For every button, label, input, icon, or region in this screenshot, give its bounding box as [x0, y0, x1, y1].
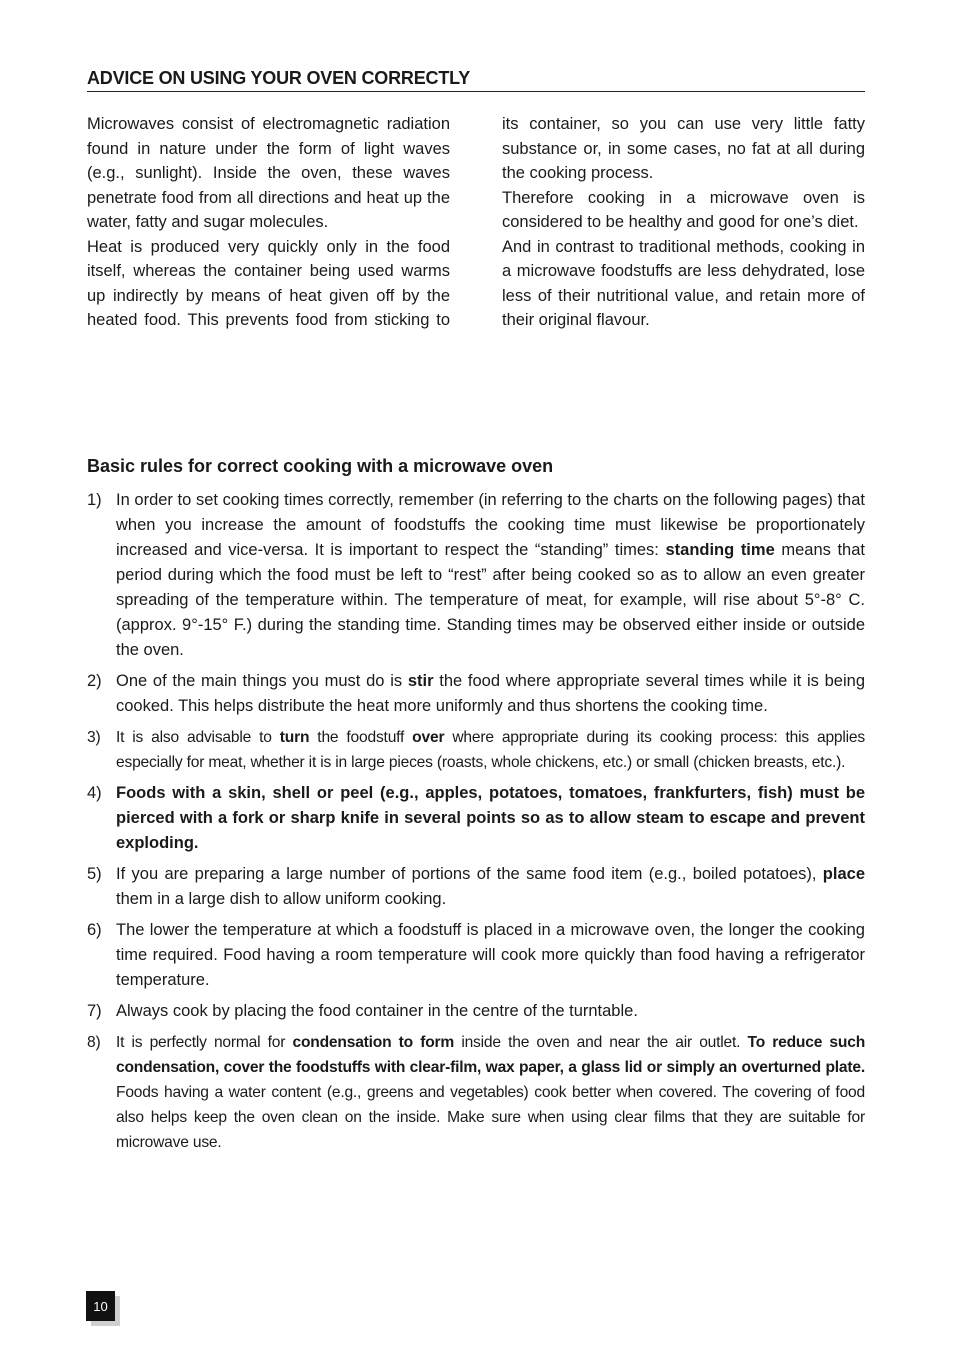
rule-number: 7) [87, 1002, 102, 1020]
rule-text: One of the main things you must do is [116, 672, 408, 690]
rule-text: where appropriate during its cooking process: this applies especially for meat, whether it is in large pieces (roasts, whole chickens, etc.) or small (chicken breasts, etc.). [116, 729, 865, 771]
rule-number: 1) [87, 491, 102, 509]
rule-number: 4) [87, 784, 102, 802]
rule-text: the foodstuff [309, 729, 413, 746]
rule-item [87, 918, 865, 993]
intro-paragraph: Microwaves consist of electromagnetic radiation found in nature under the form of light waves (e.g., sunlight). Inside the oven, these waves penetrate food from all directions and heat up the water, fatty and sugar molecules. [87, 115, 450, 231]
rule-text: inside the oven and near the air outlet. [454, 1034, 748, 1051]
intro-text [87, 112, 865, 333]
rule-text: The lower the temperature at which a foodstuff is placed in a microwave oven, the longer the cooking time required. Food having a room temperature will cook more quickly than food having a refrigerator temperature. [116, 921, 865, 989]
rule-text: It is perfectly normal for [116, 1034, 293, 1051]
rule-item [87, 488, 865, 663]
rule-text: Foods having a water content (e.g., greens and vegetables) cook better when covered. The covering of food also helps keep the oven clean on the inside. Make sure when using clear films that they are suitable for microwave use. [116, 1084, 865, 1151]
rule-emphasis: stir [407, 672, 434, 690]
rule-text: them in a large dish to allow uniform cooking. [116, 890, 447, 908]
rule-emphasis: place [822, 865, 865, 883]
rule-text: In order to set cooking times correctly, remember (in referring to the charts on the following pages) that when you increase the amount of foodstuffs the cooking time must likewise be proportionately increased and vice-versa. It is important to respect the “standing” times: [116, 491, 865, 559]
section-title: Basic rules for correct cooking with a microwave oven [87, 456, 554, 476]
rules-list [87, 488, 865, 1161]
rule-number: 5) [87, 865, 102, 883]
intro-paragraph: Heat is produced very quickly only in the food itself, whereas the container being used warms up indirectly by means of heat given off by the heated food. This prevents food from sticking to its container, so you can use very little fatty substance or, in some cases, no fat at all during the cooking process. [87, 115, 865, 329]
rule-text: Always cook by placing the food container in the centre of the turntable. [116, 1002, 638, 1020]
page-number: 10 [86, 1291, 115, 1321]
rule-item [87, 781, 865, 856]
rule-item [87, 725, 865, 775]
rule-emphasis: turn [279, 729, 310, 746]
rule-text: If you are preparing a large number of portions of the same food item (e.g., boiled potatoes), [116, 865, 823, 883]
rule-emphasis: To reduce such condensation, cover the foodstuffs with clear-film, wax paper, a glass lid or simply an overturned plate. [116, 1034, 866, 1076]
rule-number: 3) [87, 729, 101, 746]
rule-item [87, 1030, 865, 1155]
rule-item [87, 862, 865, 912]
rule-emphasis: over [412, 729, 445, 746]
rule-number: 6) [87, 921, 102, 939]
rule-item [87, 669, 865, 719]
page-title: ADVICE ON USING YOUR OVEN CORRECTLY [87, 68, 865, 92]
intro-paragraph: Therefore cooking in a microwave oven is considered to be healthy and good for one’s diet. [502, 188, 865, 231]
rule-text: means that period during which the food must be left to “rest” after being cooked so as to allow an even greater spreading of the temperature within. The temperature of meat, for example, will rise about 5°-8° C. (approx. 9°-15° F.) during the standing time. Standing times may be observed either inside or outside the oven. [116, 541, 865, 659]
rule-emphasis: Foods with a skin, shell or peel (e.g., apples, potatoes, tomatoes, frankfurters, fish) must be pierced with a fork or sharp knife in several points so as to allow steam to escape and prevent exploding. [116, 784, 865, 852]
rule-number: 8) [87, 1034, 101, 1051]
rule-item [87, 999, 865, 1024]
rule-text: the food where appropriate several times while it is being cooked. This helps distribute the heat more uniformly and thus shortens the cooking time. [116, 672, 865, 715]
rule-number: 2) [87, 672, 102, 690]
rule-emphasis: condensation to form [292, 1034, 455, 1051]
rule-text: It is also advisable to [116, 729, 280, 746]
intro-paragraph: And in contrast to traditional methods, cooking in a microwave foodstuffs are less dehydrated, lose less of their nutritional value, and retain more of their original flavour. [502, 237, 865, 329]
rule-emphasis: standing time [665, 541, 775, 559]
